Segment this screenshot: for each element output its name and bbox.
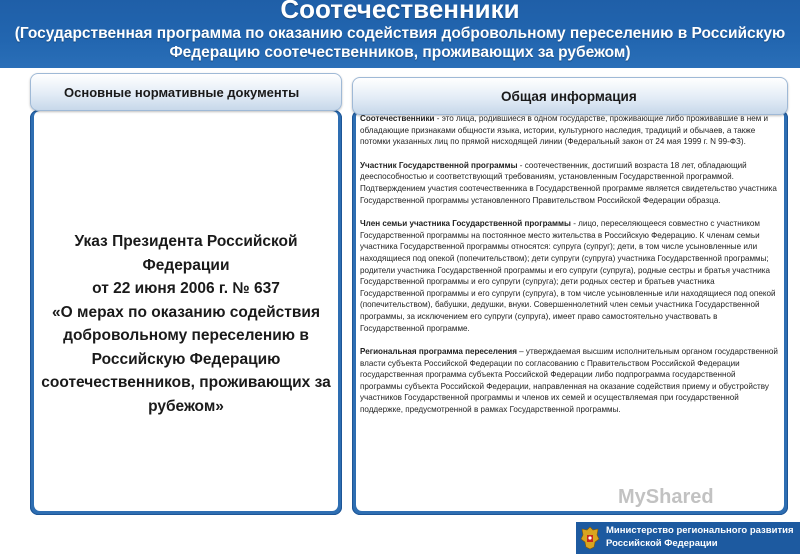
general-info-text: [360, 113, 780, 428]
definition-text: - это лица, родившиеся в одном государстве, проживающие либо проживавшие в нем и обладающие признаками общности языка, истории, культурного наследия, традиций и обычаев, а также потомки указанных лиц по прямой нисходящей линии (Федеральный закон от 24 мая 1999 г. N 99-ФЗ).: [360, 114, 769, 147]
coat-of-arms-icon: [579, 525, 601, 551]
header-banner: [0, 0, 800, 68]
definition-term: Соотечественники: [360, 114, 435, 123]
decree-date: от 22 июня 2006 г. № 637: [92, 280, 280, 297]
right-panel-heading: Общая информация: [352, 77, 788, 115]
page-subtitle: (Государственная программа по оказанию содействия добровольному переселению в Российскую Федерацию соотечественников, проживающих за рубежом): [14, 25, 786, 61]
definition-term: Региональная программа переселения: [360, 347, 517, 357]
definition-paragraph: [360, 346, 780, 416]
watermark: MyShared: [618, 486, 714, 508]
decree-name: «О мерах по оказанию содействия добровольному переселению в Российскую Федерацию соотечественников, проживающих за рубежом»: [41, 303, 331, 415]
decree-text: [40, 230, 332, 418]
page-title: Соотечественники: [280, 0, 520, 24]
left-panel-heading: Основные нормативные документы: [30, 73, 342, 111]
ministry-line2: Российской Федерации: [606, 538, 718, 549]
definition-term: Участник Государственной программы: [360, 160, 518, 170]
definition-term: Член семьи участника Государственной программы: [360, 219, 571, 229]
ministry-line1: Министерство регионального развития: [606, 525, 794, 536]
decree-title: Указ Президента Российской Федерации: [74, 233, 298, 274]
ministry-name: [606, 524, 794, 550]
definition-text: - соотечественник, достигший возраста 18 лет, обладающий дееспособностью и соответствующий требованиям, установленным Государственной программой. Подтверждением участия соотечественника в Государственной программе является свидетельство участника Государственной программы установленного Правительством Российской Федерации образца.: [360, 160, 777, 205]
definition-paragraph: [360, 218, 780, 334]
definition-paragraph: [360, 113, 780, 148]
definition-paragraph: [360, 160, 780, 206]
definition-text: - лицо, переселяющееся совместно с участником Государственной программы на постоянное место жительства в Российскую Федерацию. К членам семьи участника Государственной программы относятся: супруга (супруг); дети, в том числе усыновленные или находящиеся под опекой (попечительством); дети супруги (супруга) участника Государственной программы; родители участника Государственной программы и его супруги (супруга), родные сестры и братья участника Государственной программы и его супруги (супруга); дети родных сестер и братьев участника Государственной программы и его супруги (супруга), в том числе усыновленные или находящиеся под опекой (попечительством), бабушки, дедушки, внуки. Совершеннолетний член семьи участника Государственной программы, за исключением его супруги (супруга), имеет право самостоятельно участвовать в Государственной программе.: [360, 219, 776, 333]
definition-text: – утверждаемая высшим исполнительным органом государственной власти субъекта Российской Федерации по согласованию с Правительством Российской Федерации государственная программа субъекта Российской Федерации либо подпрограмма государственной программы субъекта Российской Федерации, направленная на оказание содействия приему и обустройству участников Государственной программы и членов их семей и осуществляемая при государственной поддержке, предусмотренной в рамках Государственной программы.: [360, 347, 778, 415]
